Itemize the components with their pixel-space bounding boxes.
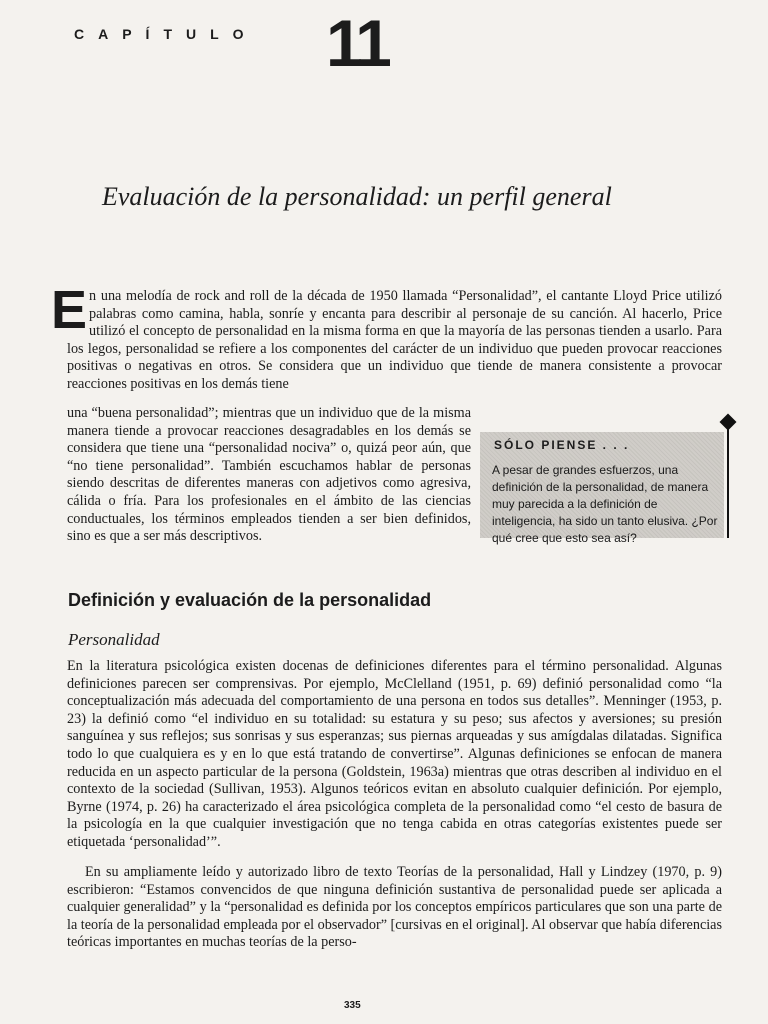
chapter-number: 11 [326, 6, 388, 80]
intro-paragraph-wide [51, 280, 722, 394]
sidebar-rule [727, 428, 729, 538]
section-heading: Definición y evaluación de la personalidad [68, 590, 432, 610]
drop-cap: E [51, 280, 88, 340]
sidebar-text: A pesar de grandes esfuerzos, una definición de la personalidad, de manera muy parecida a la definición de inteligencia, ha sido un tanto elusiva. ¿Por qué cree que esto sea así? [492, 463, 718, 545]
page-number: 335 [344, 1000, 361, 1011]
just-think-sidebar [480, 432, 724, 545]
body-paragraph-2: En su ampliamente leído y autorizado libro de texto Teorías de la personalidad, Hall y Lindzey (1970, p. 9) escribieron: “Estamos convencidos de que ninguna definición sustantiva de personalidad puede ser aplicada a cualquier generalidad” y la “personalidad es definida por los conceptos empíricos particulares que son una parte de la teoría de la personalidad empleada por el observador” [cursivas en el original]. Al observar que había diferencias teóricas importantes en muchas teorías de la perso- [67, 864, 722, 951]
chapter-title: Evaluación de la personalidad: un perfil general [102, 182, 612, 211]
intro-text-wide: n una melodía de rock and roll de la década de 1950 llamada “Personalidad”, el cantante Lloyd Price utilizó palabras como camina, habla, sonríe y encanta para describir al personaje de su canción. Al hacerlo, Price utilizó el concepto de personalidad en la misma forma en que la mayoría de las personas tienden a usarlo. Para los legos, personalidad se refiere a los componentes del carácter de un individuo que pueden provocar reacciones positivas o negativas en otros. Se considera que un individuo que tiende de manera consistente a provocar reacciones positivas en los demás tiene [67, 288, 722, 392]
sidebar-title: SÓLO PIENSE . . . [494, 438, 630, 452]
body-paragraph-1: En la literatura psicológica existen docenas de definiciones diferentes para el término personalidad. Algunas definiciones parecen ser comprensivas. Por ejemplo, McClelland (1951, p. 69) definió personalidad como “la conceptualización más adecuada del comportamiento de una persona en todos sus detalles”. Menninger (1953, p. 23) la definió como “el individuo en su totalidad: su estatura y su peso; sus afectos y aversiones; su presión sanguínea y sus reflejos; sus sonrisas y sus esperanzas; sus piernas arqueadas y sus amígdalas dilatadas. Significa todo lo que cualquiera es y en lo que está tratando de convertirse”. Algunas definiciones se enfocan de manera reducida en un aspecto particular de la persona (Goldstein, 1963a) mientras que otras describen al individuo en el contexto de la sociedad (Sullivan, 1953). Algunos teóricos evitan en absoluto cualquier definición. Por ejemplo, Byrne (1974, p. 26) ha caracterizado el área psicológica completa de la personalidad como “el cesto de basura de la psicología en la que cualquier investigación que no tenga cabida en otras categorías existentes puede ser etiquetada ‘personalidad’”. [67, 658, 722, 850]
subsection-heading: Personalidad [68, 630, 160, 649]
chapter-label: CAPÍTULO [74, 26, 258, 42]
intro-paragraph-narrow: una “buena personalidad”; mientras que un individuo que de la misma manera tiende a provocar reacciones desagradables en los demás se considera que tiene una “personalidad nociva” o, quizá peor aún, que “no tiene personalidad”. También escuchamos hablar de personas siendo descritas de diferentes maneras con adjetivos como agresiva, cálida o fría. Para los profesionales en el ámbito de las ciencias conductuales, los términos empleados tienden a ser bien definidos, sino es que a ser más descriptivos. [67, 405, 471, 545]
